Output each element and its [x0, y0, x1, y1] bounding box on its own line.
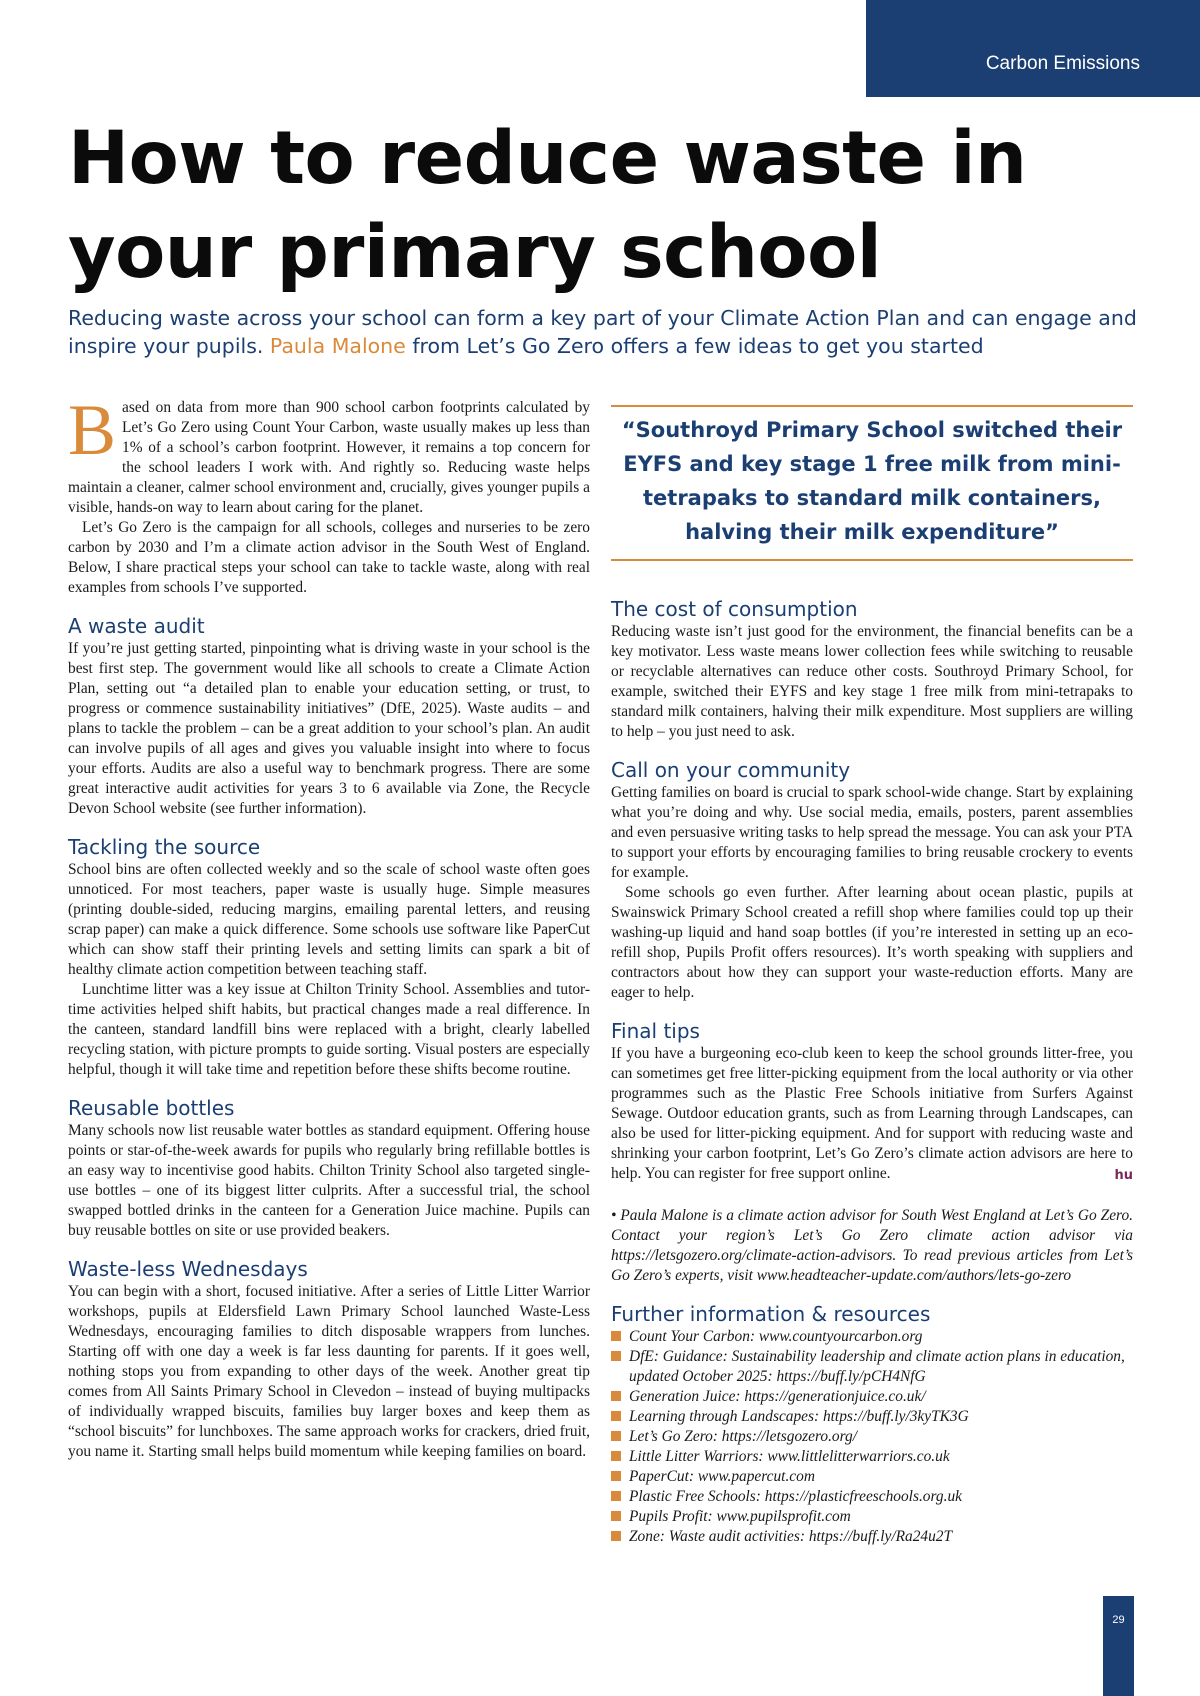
- resource-item: Pupils Profit: www.pupilsprofit.com: [611, 1507, 1133, 1527]
- standfirst-text-before: Reducing waste across your school can form a key part of your Climate Action Plan and can engage and inspire your pupils.: [68, 306, 1137, 358]
- intro-paragraph-1: [68, 390, 590, 518]
- heading-waste-less-wednesdays: Waste-less Wednesdays: [68, 1257, 308, 1281]
- pull-quote: “Southroyd Primary School switched their EYFS and key stage 1 free milk from mini-tetrapaks to standard milk containers, halving their milk expenditure”: [611, 405, 1133, 561]
- resource-item: Count Your Carbon: www.countyourcarbon.org: [611, 1327, 1133, 1347]
- heading-reusable-bottles: Reusable bottles: [68, 1096, 235, 1120]
- community-paragraph-1: Getting families on board is crucial to spark school-wide change. Start by explaining what you’re doing and why. Use social media, emails, posters, parent assemblies and even persuasive writing tasks to help spread the message. You can ask your PTA to support your efforts by encouraging families to bring reusable crockery to events for example.: [611, 784, 1133, 881]
- resource-item: DfE: Guidance: Sustainability leadership and climate action plans in education, updated October 2025: https://buff.ly/pCH4NfG: [611, 1347, 1133, 1387]
- intro-paragraph-1-text: ased on data from more than 900 school carbon footprints calculated by Let’s Go Zero using Count Your Carbon, waste usually makes up less than 1% of a school’s carbon footprint. However, it remains a top concern for the school leaders I work with. And rightly so. Reducing waste helps maintain a cleaner, calmer school environment and, crucially, gives younger pupils a visible, hands-on way to learn about caring for the planet.: [68, 399, 590, 516]
- resource-item: Learning through Landscapes: https://buff.ly/3kyTK3G: [611, 1407, 1133, 1427]
- left-column: [68, 390, 590, 1462]
- cost-paragraph: Reducing waste isn’t just good for the environment, the financial benefits can be a key motivator. Less waste means lower collection fees while switching to reusable or recyclable alternatives can reduce other costs. Southroyd Primary School, for example, switched their EYFS and key stage 1 free milk from mini-tetrapaks to standard milk containers, halving their milk expenditure. Most suppliers are willing to help – you just need to ask.: [611, 623, 1133, 740]
- standfirst-author: Paula Malone: [269, 334, 406, 358]
- community-paragraph-2: Some schools go even further. After learning about ocean plastic, pupils at Swainswick Primary School created a refill shop where families could top up their washing-up liquid and hand soap bottles (if you’re interested in setting up an eco-refill shop, Pupils Profit offers resources). It’s worth speaking with suppliers and contractors about how they can support your waste-reduction efforts. Many are eager to help.: [611, 884, 1133, 1001]
- standfirst-text-after: from Let’s Go Zero offers a few ideas to get you started: [405, 334, 984, 358]
- heading-tackling-source: Tackling the source: [68, 835, 261, 859]
- heading-community: Call on your community: [611, 758, 851, 782]
- reusable-bottles-paragraph: Many schools now list reusable water bottles as standard equipment. Offering house points or star-of-the-week awards for pupils who regularly bring refillable bottles is an easy way to incentivise good habits. Chilton Trinity School also targeted single-use bottles – one of its biggest litter culprits. After a successful trial, the school swapped bottled drinks in the canteen for a Generation Juice machine. Pupils can buy reusable bottles on site or use provided beakers.: [68, 1122, 590, 1239]
- tackling-source-paragraph-1: School bins are often collected weekly and so the scale of school waste often goes unnoticed. For most teachers, paper waste is usually huge. Simple measures (printing double-sided, reducing margins, emailing parental letters, and reusing scrap paper) can make a quick difference. Some schools use software like PaperCut which can show staff their printing levels and setting limits can spark a bit of healthy climate action competition between teaching staff.: [68, 861, 590, 978]
- resource-item: Let’s Go Zero: https://letsgozero.org/: [611, 1427, 1133, 1447]
- end-mark-logo: hu: [1114, 1168, 1133, 1183]
- page-number: 29: [1103, 1596, 1134, 1696]
- resource-item: Plastic Free Schools: https://plasticfreeschools.org.uk: [611, 1487, 1133, 1507]
- waste-audit-paragraph: If you’re just getting started, pinpointing what is driving waste in your school is the best first step. The government would like all schools to create a Climate Action Plan, setting out “a detailed plan to enable your education setting, or trust, to progress or commence sustainability initiatives” (DfE, 2025). Waste audits – and plans to tackle the problem – can be a great addition to your school’s plan. An audit can involve pupils of all ages and gives you valuable insight into where to focus your efforts. Audits are also a useful way to benchmark progress. There are some great interactive audit activities for years 3 to 6 available via Zone, the Recycle Devon School website (see further information).: [68, 640, 590, 817]
- drop-cap: B: [68, 390, 117, 470]
- heading-final-tips: Final tips: [611, 1019, 700, 1043]
- final-tips-text: If you have a burgeoning eco-club keen to keep the school grounds litter-free, you can sometimes get free litter-picking equipment from the local authority or via other programmes such as the Plastic Free Schools initiative from Surfers Against Sewage. Outdoor education grants, such as from Learning through Landscapes, can also be used for litter-picking equipment. And for support with reducing waste and shrinking your carbon footprint, Let’s Go Zero’s climate action advisors are here to help. You can register for free support online.: [611, 1045, 1133, 1182]
- resource-item: Generation Juice: https://generationjuice.co.uk/: [611, 1387, 1133, 1407]
- intro-paragraph-2: Let’s Go Zero is the campaign for all schools, colleges and nurseries to be zero carbon by 2030 and I’m a climate action advisor in the South West of England. Below, I share practical steps your school can take to tackle waste, along with real examples from schools I’ve supported.: [68, 519, 590, 596]
- final-tips-paragraph: [611, 1044, 1133, 1184]
- resource-item: PaperCut: www.papercut.com: [611, 1467, 1133, 1487]
- heading-resources: Further information & resources: [611, 1302, 931, 1326]
- waste-less-paragraph: You can begin with a short, focused initiative. After a series of Little Litter Warrior workshops, pupils at Eldersfield Lawn Primary School launched Waste-Less Wednesdays, encouraging families to ditch disposable wrappers from lunches. Starting off with one day a week is far less daunting for parents. If it goes well, nothing stops you from expanding to other days of the week. Another great tip comes from All Saints Primary School in Clevedon – instead of buying multipacks of individually wrapped biscuits, families buy larger boxes and keep them as “school biscuits” for lunchboxes. The same approach works for crackers, dried fruit, you name it. Starting small helps build momentum while keeping families on board.: [68, 1283, 590, 1460]
- section-tag: Carbon Emissions: [866, 0, 1200, 97]
- page-title: How to reduce waste in your primary school: [68, 116, 1027, 295]
- resources-list: [611, 1327, 1133, 1547]
- heading-cost-of-consumption: The cost of consumption: [611, 597, 858, 621]
- standfirst: [68, 304, 1138, 360]
- tackling-source-paragraph-2: Lunchtime litter was a key issue at Chilton Trinity School. Assemblies and tutor-time activities helped shift habits, but practical changes made a real difference. In the canteen, standard landfill bins were replaced with a bright, clearly labelled recycling station, with picture prompts to guide sorting. Visual posters are especially helpful, though it will take time and repetition before these shifts become routine.: [68, 981, 590, 1078]
- resource-item: Little Litter Warriors: www.littlelitterwarriors.co.uk: [611, 1447, 1133, 1467]
- author-bio: • Paula Malone is a climate action advisor for South West England at Let’s Go Zero. Contact your region’s Let’s Go Zero climate action advisor via https://letsgozero.org/climate-action-advisors. To read previous articles from Let’s Go Zero’s experts, visit www.headteacher-update.com/authors/lets-go-zero: [611, 1207, 1133, 1284]
- heading-waste-audit: A waste audit: [68, 614, 205, 638]
- resource-item: Zone: Waste audit activities: https://buff.ly/Ra24u2T: [611, 1527, 1133, 1547]
- right-column: [611, 398, 1133, 1547]
